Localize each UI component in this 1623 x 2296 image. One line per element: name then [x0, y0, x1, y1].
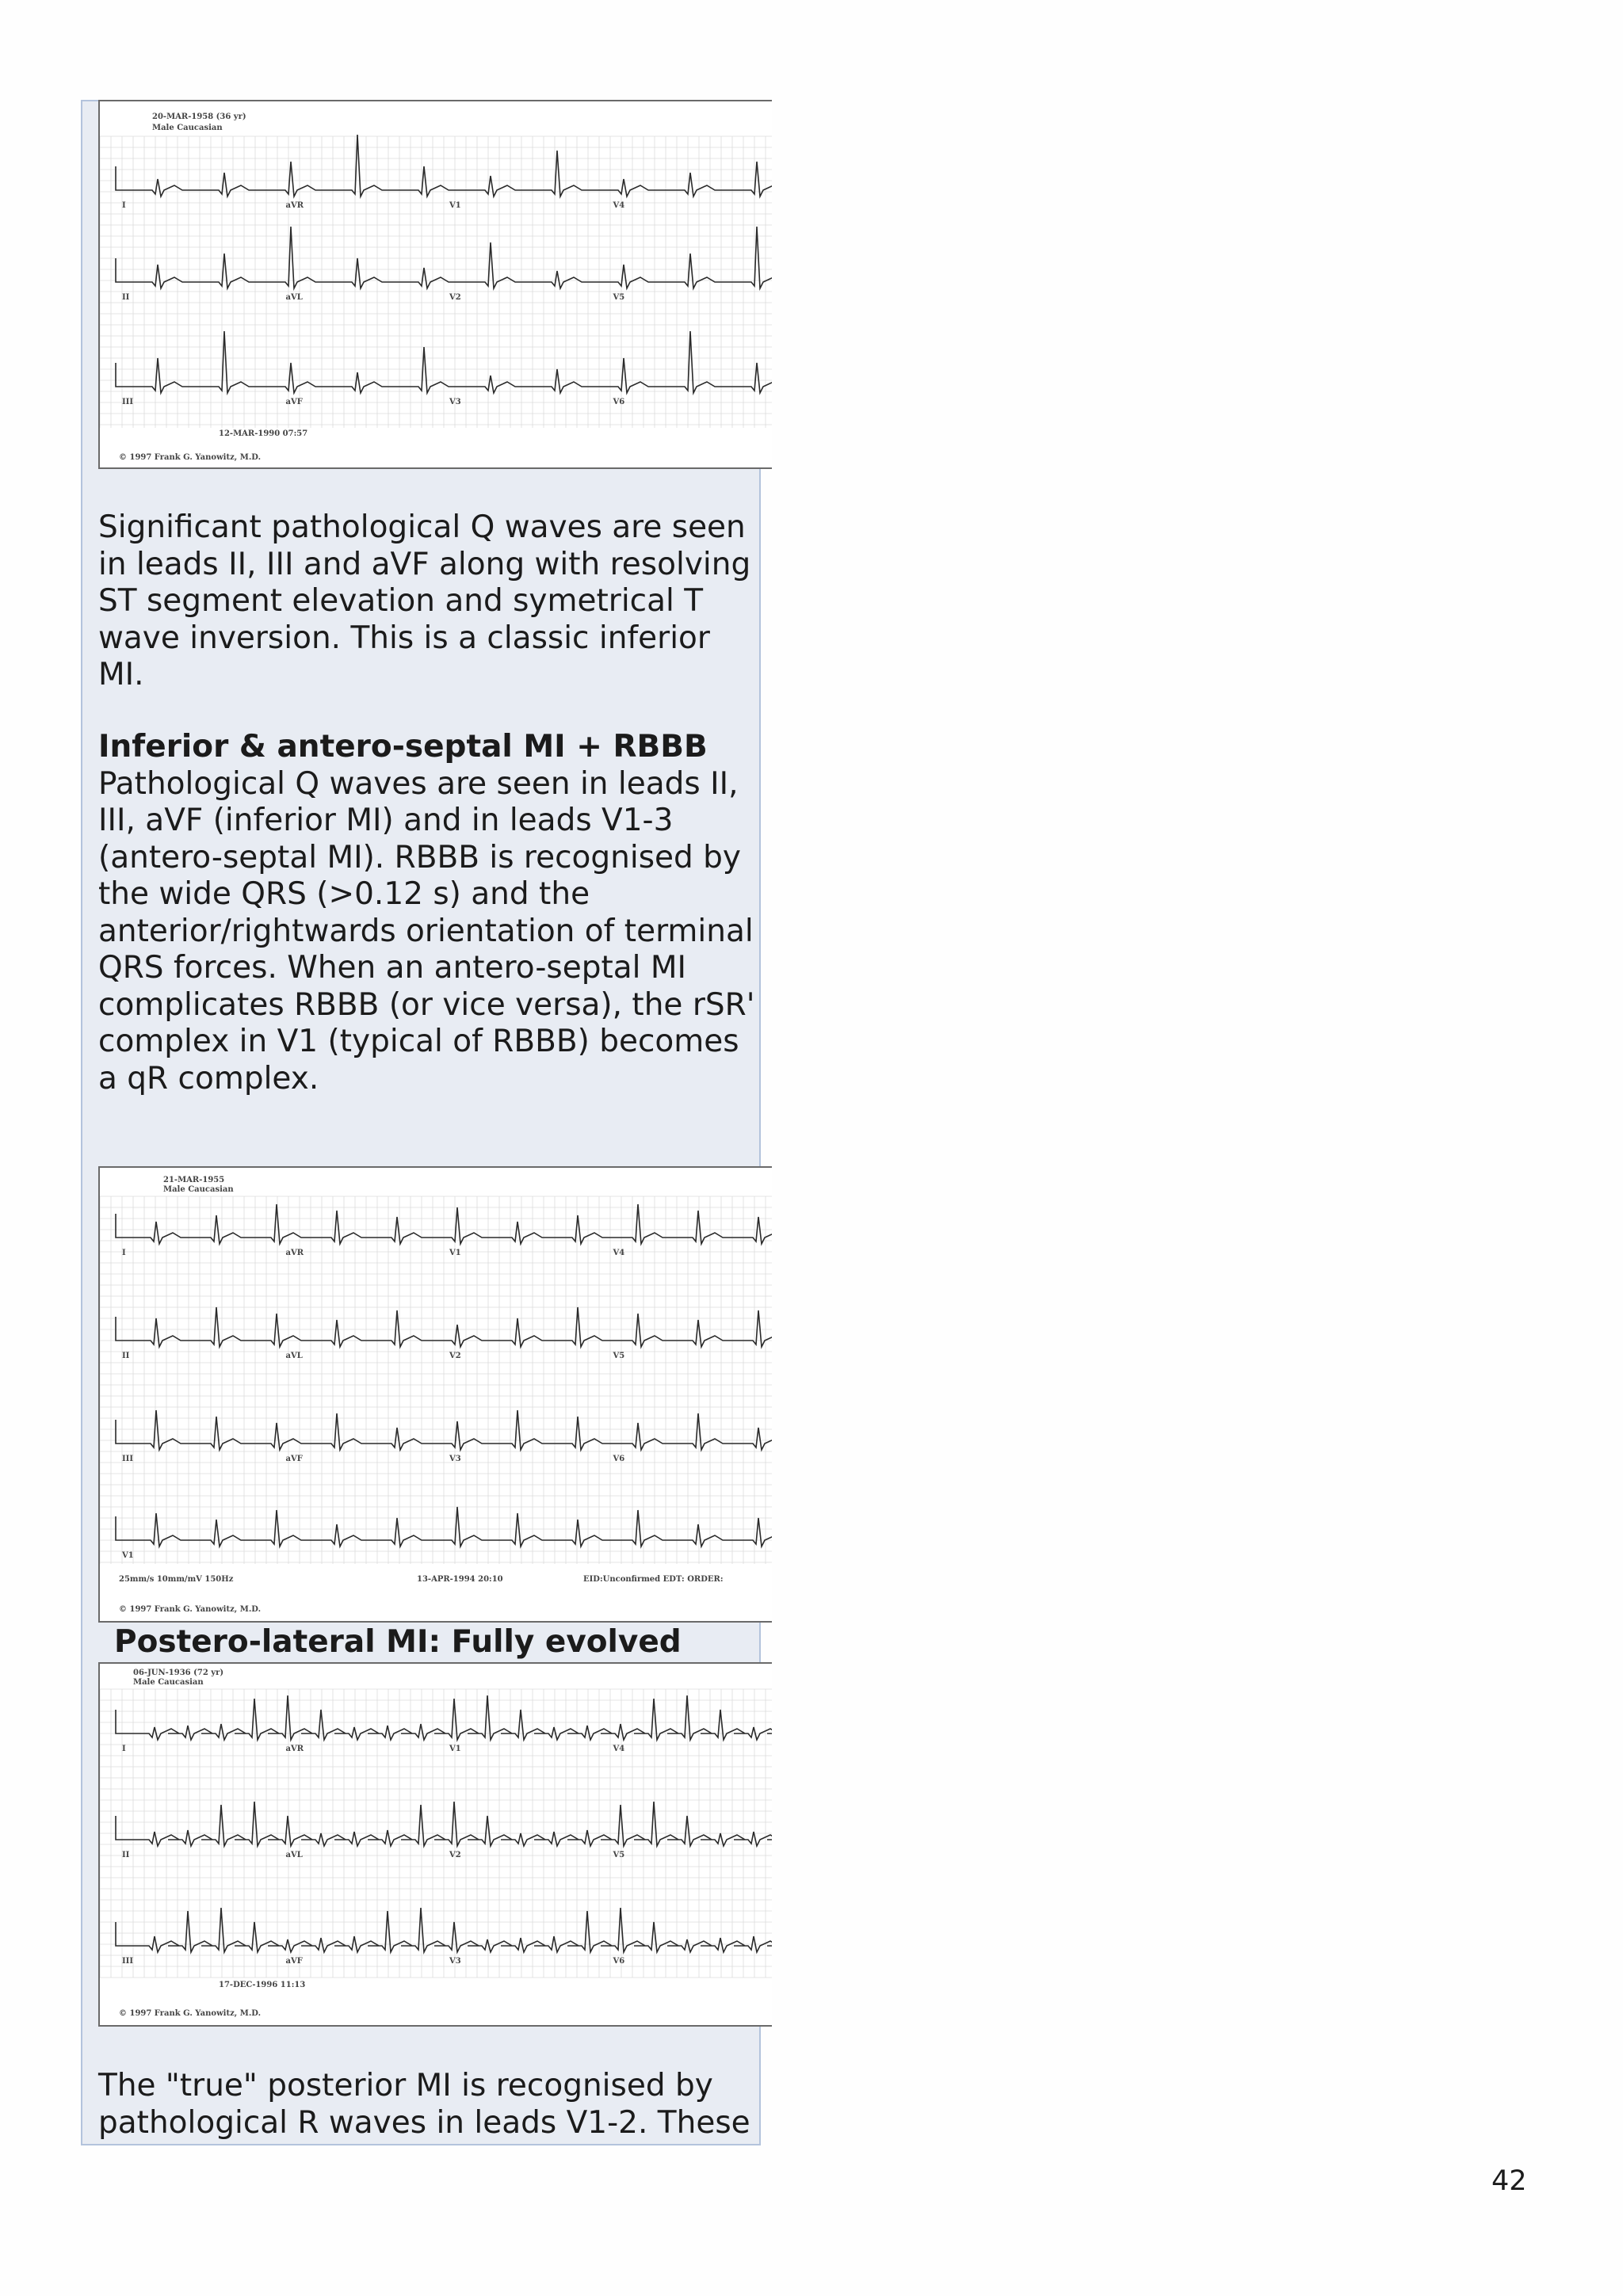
ecg-credit: © 1997 Frank G. Yanowitz, M.D.	[119, 1605, 262, 1614]
ecg-lead-label: V3	[449, 1957, 461, 1966]
ecg-footer-left: 25mm/s 10mm/mV 150Hz	[119, 1575, 234, 1584]
ecg-grid	[100, 1196, 772, 1564]
ecg-lead-label: V1	[449, 1249, 461, 1257]
paragraph-inferior-mi: Significant pathological Q waves are seen in leads II, III and aVF along with resolving ST segment elevation and symetrical T wave inversion. This is a classic inferior MI.	[98, 509, 751, 692]
ecg-credit: © 1997 Frank G. Yanowitz, M.D.	[119, 453, 262, 462]
section-heading: Inferior & antero-septal MI + RBBB	[98, 729, 708, 765]
ecg-lead-label: II	[122, 293, 130, 302]
ecg-lead-label: aVL	[285, 1352, 303, 1360]
ecg-lead-label: V6	[613, 398, 625, 406]
ecg-lead-label: V1	[122, 1551, 134, 1560]
ecg-footer-date: 17-DEC-1996 11:13	[219, 1981, 306, 1989]
ecg-header-sub: Male Caucasian	[163, 1185, 234, 1194]
ecg-header-sub: Male Caucasian	[133, 1678, 204, 1687]
ecg-lead-label: III	[122, 1957, 134, 1966]
ecg-header-sub: Male Caucasian	[152, 124, 223, 132]
ecg-lead-label: V5	[613, 1851, 625, 1859]
ecg-header-date: 06-JUN-1936 (72 yr)	[133, 1669, 224, 1677]
ecg-lead-label: V6	[613, 1957, 625, 1966]
ecg-lead-label: V3	[449, 1455, 461, 1463]
ecg-footer-date: 12-MAR-1990 07:57	[219, 429, 308, 438]
ecg-lead-label: III	[122, 1455, 134, 1463]
ecg-image-inferior-mi	[98, 100, 772, 469]
ecg-lead-label: V1	[449, 1745, 461, 1753]
ecg-header-date: 21-MAR-1955	[163, 1176, 225, 1184]
ecg-lead-label: aVF	[285, 1957, 303, 1966]
ecg-lead-label: aVL	[285, 1851, 303, 1859]
ecg-lead-label: V4	[613, 201, 625, 210]
ecg-lead-label: V2	[449, 1352, 461, 1360]
ecg-lead-label: aVR	[285, 1745, 304, 1753]
ecg-lead-label: V4	[613, 1249, 625, 1257]
ecg-footer-mid: 13-APR-1994 20:10	[417, 1575, 503, 1584]
section-body: Pathological Q waves are seen in leads II, III, aVF (inferior MI) and in leads V1-3 (antero-septal MI). RBBB is recognised by the wide QRS (>0.12 s) and the anterior/rightwards orientation of terminal QRS forces. When an antero-septal MI complicates RBBB (or vice versa), the rSR' complex in V1 (typical of RBBB) becomes a qR complex.	[98, 765, 755, 1097]
ecg-lead-label: V2	[449, 1851, 461, 1859]
caption-postero-lateral: Postero-lateral MI: Fully evolved	[114, 1624, 682, 1660]
ecg-lead-label: II	[122, 1352, 130, 1360]
ecg-lead-label: V5	[613, 1352, 625, 1360]
ecg-tracing-2	[100, 1168, 772, 1623]
ecg-tracing-1	[100, 101, 772, 469]
ecg-lead-label: I	[122, 1249, 126, 1257]
ecg-lead-label: V6	[613, 1455, 625, 1463]
page-number: 42	[1491, 2165, 1527, 2197]
ecg-lead-label: aVL	[285, 293, 303, 302]
ecg-lead-label: V4	[613, 1745, 625, 1753]
ecg-lead-label: aVR	[285, 201, 304, 210]
ecg-lead-label: I	[122, 201, 126, 210]
ecg-lead-label: II	[122, 1851, 130, 1859]
ecg-footer-right: EID:Unconfirmed EDT: ORDER:	[583, 1575, 724, 1584]
ecg-header-date: 20-MAR-1958 (36 yr)	[152, 113, 246, 121]
ecg-image-inferior-anteroseptal-rbbb	[98, 1166, 772, 1623]
ecg-grid	[100, 1689, 772, 1978]
section-inferior-anteroseptal	[98, 729, 756, 1097]
ecg-lead-label: III	[122, 398, 134, 406]
ecg-lead-label: V3	[449, 398, 461, 406]
ecg-image-postero-lateral-mi	[98, 1662, 772, 2027]
ecg-credit: © 1997 Frank G. Yanowitz, M.D.	[119, 2009, 262, 2018]
paragraph-posterior-mi: The "true" posterior MI is recognised by pathological R waves in leads V1-2. These	[98, 2068, 750, 2141]
ecg-lead-label: aVR	[285, 1249, 304, 1257]
ecg-lead-label: V1	[449, 201, 461, 210]
ecg-lead-label: I	[122, 1745, 126, 1753]
ecg-lead-label: aVF	[285, 1455, 303, 1463]
ecg-tracing-3	[100, 1664, 772, 2027]
ecg-lead-label: V2	[449, 293, 461, 302]
ecg-lead-label: aVF	[285, 398, 303, 406]
ecg-lead-label: V5	[613, 293, 625, 302]
